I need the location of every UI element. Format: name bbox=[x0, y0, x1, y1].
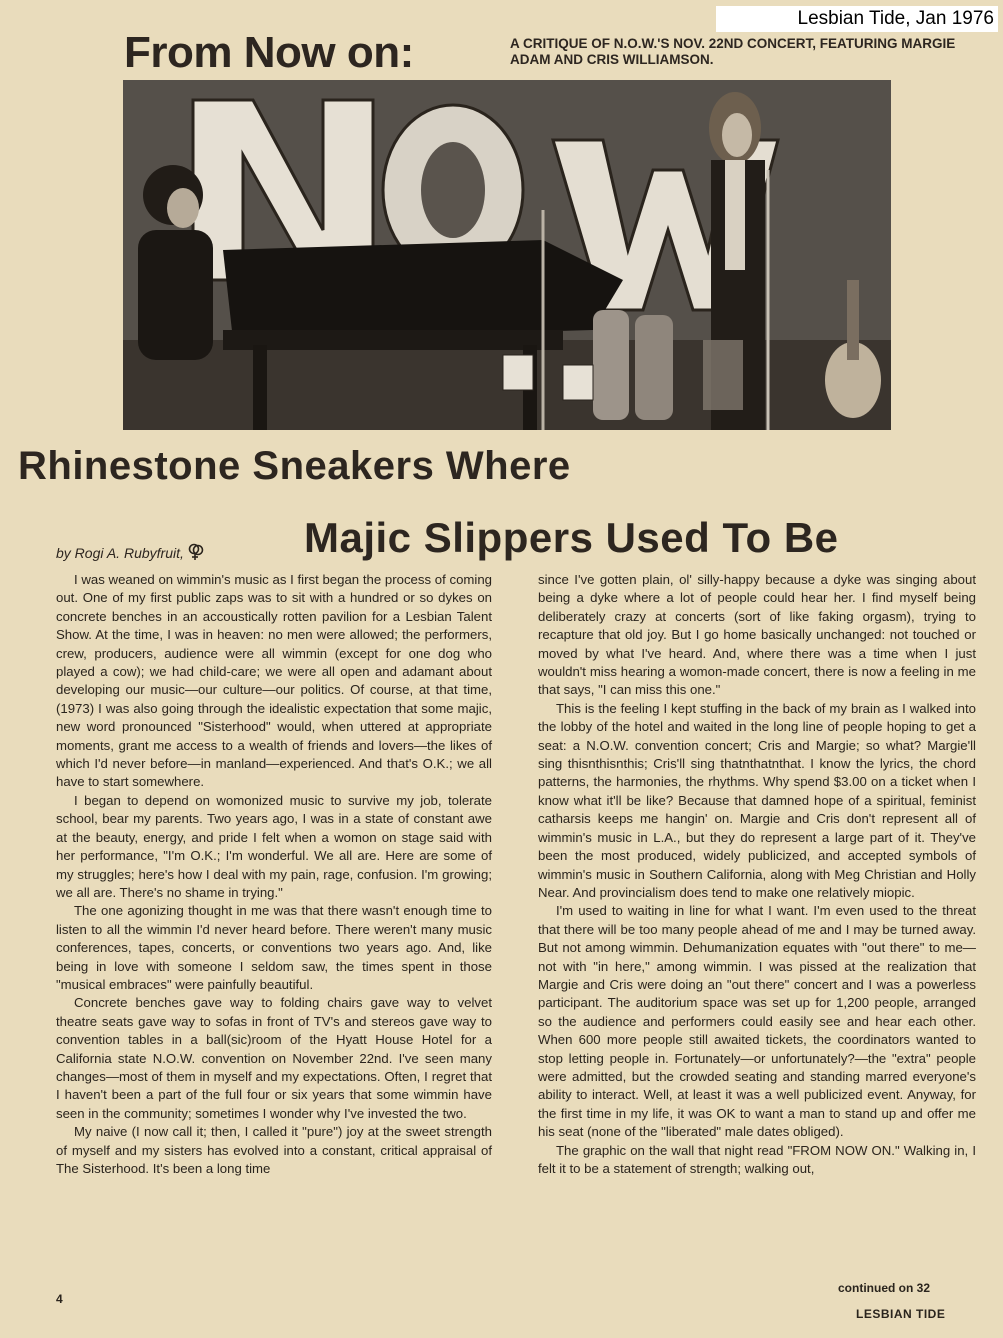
article-right-column bbox=[538, 571, 976, 1178]
source-tag: Lesbian Tide, Jan 1976 bbox=[716, 6, 998, 32]
kicker-title: From Now on: bbox=[124, 28, 414, 77]
page-number: 4 bbox=[56, 1292, 63, 1306]
paragraph: I began to depend on womonized music to survive my job, tolerate school, bear my parents. Two years ago, I was in a state of constant awe at the beauty, energy, and pride I felt when a womon on stage said with her performance, "I'm O.K.; I'm wonderful. We all are. Here are some of my struggles; here's how I deal with my pain, rage, confusion. I'm growing; we all are. There's no shame in trying." bbox=[56, 792, 492, 900]
paragraph: I was weaned on wimmin's music as I first began the process of coming out. One of my first public zaps was to sit with a hundred or so dykes on concrete benches in an accoustically rotten pavilion for a Lesbian Talent Show. At the time, I was in heaven: no men were allowed; the performers, crew, producers, audience were all wimmin (except for one dog who played a cow); we had child-care; we were all open and adamant about developing our music—our culture—our politics. Of course, at that time, (1973) I was also going through the idealistic expectation that some majic, new word pronounced "Sisterhood" would, when uttered at appropriate moments, grant me access to a wealth of friends and lovers—the likes of which I'd never before—in manland—experienced. And that's O.K.; we all have to start somewhere. bbox=[56, 572, 492, 790]
paragraph: This is the feeling I kept stuffing in the back of my brain as I walked into the lobby of the hotel and waited in the long line of people hoping to get a seat: a N.O.W. convention concert; Cris and Margie; so what? Margie'll sing thisnthisnthis; Cris'll sing thatnthatnthat. I know the lyrics, the chord patterns, the harmonies, the rhythms. Why spend $3.00 on a ticket when I know what it'll be like? Because that damned hope of a spiritual, feminist catharsis keeps me hangin' on. Margie and Cris don't represent all of wimmin's music in L.A., but they do represent a large part of it. They've been the most produced, widely publicized, and accepted symbols of wimmin's music in Southern California, along with Meg Christian and Holly Near. And provincialism does tend to make one relatively miopic. bbox=[538, 700, 976, 900]
venus-symbol-icon bbox=[188, 543, 204, 561]
concert-photo-illustration bbox=[123, 80, 891, 430]
magazine-name: LESBIAN TIDE bbox=[856, 1307, 946, 1321]
paragraph: since I've gotten plain, ol' silly-happy because a dyke was singing about being a dyke where a lot of people could hear her. I find myself being deliberately crazy at concerts (sort of like faking orgasm), trying to recapture that old joy. But I go home basically unchanged: not touched or moved by what I've heard. And, where there was a time when I just wouldn't miss hearing a womon-made concert, there is now a feeling in me that says, "I can miss this one." bbox=[538, 572, 976, 698]
concert-photo bbox=[123, 80, 891, 430]
article-left-column bbox=[56, 571, 492, 1178]
paragraph: The one agonizing thought in me was that there wasn't enough time to listen to all the wimmin I'd never heard before. There weren't many music conferences, tapes, concerts, or conventions two years ago. And, like being in love with someone I seldom saw, the times spent in those "musical embraces" were painfully beautiful. bbox=[56, 903, 492, 992]
subtitle: A CRITIQUE OF N.O.W.'S NOV. 22ND CONCERT, FEATURING MARGIE ADAM AND CRIS WILLIAMSON. bbox=[510, 36, 956, 67]
byline-text: by Rogi A. Rubyfruit, bbox=[56, 545, 184, 561]
byline bbox=[56, 543, 204, 561]
paragraph: My naive (I now call it; then, I called it "pure") joy at the sweet strength of myself and my sisters has evolved into a constant, critical appraisal of The Sisterhood. It's been a long time bbox=[56, 1124, 492, 1176]
headline-line-1: Rhinestone Sneakers Where bbox=[18, 444, 571, 488]
headline-line-2: Majic Slippers Used To Be bbox=[304, 514, 839, 561]
paragraph: The graphic on the wall that night read "FROM NOW ON." Walking in, I felt it to be a statement of strength; walking out, bbox=[538, 1142, 976, 1176]
paragraph: Concrete benches gave way to folding chairs gave way to velvet theatre seats gave way to sofas in front of TV's and stereos gave way to convention tables in a ball(sic)room of the Hyatt House Hotel for a California state N.O.W. convention on November 22nd. I've seen many changes—most of them in myself and my expectations. Often, I regret that I haven't been a part of the full four or six years that some wimmin have seen in the community; sometimes I wonder why I've invested the two. bbox=[56, 995, 492, 1121]
paragraph: I'm used to waiting in line for what I want. I'm even used to the threat that there will be too many people ahead of me and I may be turned away. But not among wimmin. Dehumanization equates with "out there" to me—not with "in here," among wimmin. I was pissed at the realization that Margie and Cris were doing an "out there" concert and I was a powerless participant. The auditorium space was set up for 1,200 people, arranged so the audience and performers could easily see and hear each other. When 600 more people still awaited tickets, the coordinators wanted to stop letting people in. Fortunately—or unfortunately?—the "extra" people were admitted, but the crowded seating and standing marred everyone's ability to interact. Well, at least it was a well publicized event. Anyway, for the first time in my life, it was OK to want a man to stand up and offer me his seat (none of the "liberated" male dates obliged). bbox=[538, 903, 976, 1140]
continued-note: continued on 32 bbox=[838, 1281, 931, 1295]
